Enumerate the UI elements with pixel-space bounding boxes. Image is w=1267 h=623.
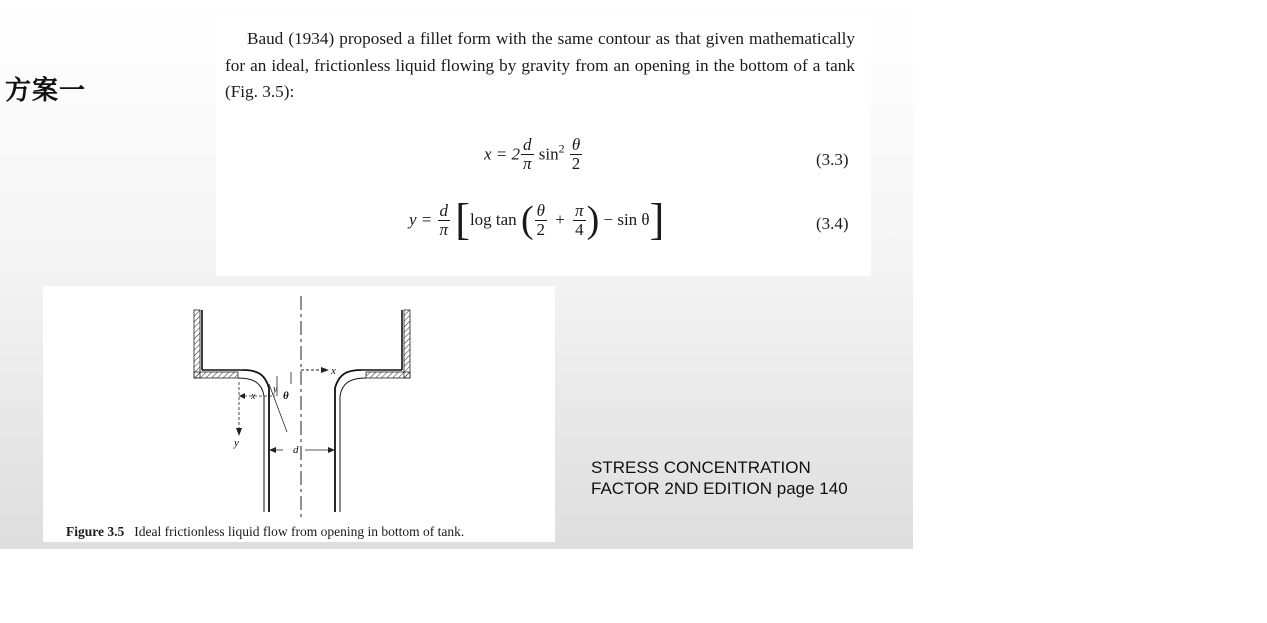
d-dim-arrow-left	[269, 447, 276, 453]
equation-number-3-3: (3.3)	[816, 150, 849, 169]
right-wall-hatch	[404, 310, 410, 378]
paragraph-text: Baud (1934) proposed a fillet form with the same contour as that given mathematically for an ideal, frictionless liquid flowing by gravity from an opening in the bottom of a tank (Fig. 3.5):	[225, 29, 855, 101]
right-fillet-contour	[335, 370, 361, 512]
eq2-right-paren: )	[586, 199, 600, 241]
source-line-1: STRESS CONCENTRATION	[591, 458, 811, 477]
slide-heading: 方案一	[5, 76, 87, 106]
equation-3-4	[409, 195, 665, 244]
eq2-plus: +	[555, 210, 565, 229]
eq2-left-bracket: [	[455, 195, 470, 244]
label-d: d	[293, 444, 299, 456]
eq2-lhs: y =	[409, 210, 433, 229]
label-x-dim: x	[251, 391, 256, 402]
text-excerpt	[216, 18, 871, 276]
left-fillet-contour	[243, 370, 269, 512]
left-wall-hatch	[194, 310, 200, 378]
label-y-dim: y	[273, 384, 278, 395]
left-bottom-hatch	[194, 372, 238, 378]
label-theta: θ	[283, 390, 289, 402]
d-dim-arrow-right	[328, 447, 335, 453]
eq1-power: 2	[558, 141, 565, 156]
label-y-axis: y	[234, 437, 239, 449]
eq1-fraction-d-pi: $\frac{d}{\pi}$	[523, 135, 532, 173]
tank-figure	[43, 286, 555, 542]
caption-text: Ideal frictionless liquid flow from opening in bottom of tank.	[134, 524, 465, 539]
y-axis-arrowhead	[236, 428, 242, 436]
source-note	[591, 457, 848, 499]
source-line-2: FACTOR 2ND EDITION page 140	[591, 479, 848, 498]
x-axis-arrowhead	[321, 367, 329, 373]
tank-diagram	[43, 286, 555, 542]
right-fillet-inner	[340, 378, 366, 512]
eq2-fraction-pi-4: $\frac{\pi}{4}$	[575, 200, 584, 239]
eq2-tail: − sin θ	[603, 210, 650, 229]
eq1-fraction-theta-2: $\frac{\theta}{2}$	[571, 135, 581, 173]
x-dim-arrow	[239, 393, 245, 399]
right-bottom-hatch	[366, 372, 410, 378]
eq2-logtan: log tan	[469, 210, 517, 229]
equation-number-3-4: (3.4)	[816, 214, 849, 233]
caption-label: Figure 3.5	[66, 524, 125, 539]
eq2-right-bracket: ]	[649, 195, 665, 244]
eq2-left-paren: (	[520, 199, 534, 241]
eq1-sin: sin	[538, 144, 559, 164]
eq1-lhs: x = 2	[484, 144, 521, 164]
figure-caption	[66, 524, 464, 540]
equation-3-3	[484, 136, 583, 173]
label-x-axis: x	[331, 365, 336, 377]
eq2-fraction-theta-2: $\frac{\theta}{2}$	[536, 200, 546, 239]
eq2-fraction-d-pi: $\frac{d}{\pi}$	[439, 200, 449, 239]
excerpt-paragraph	[225, 26, 855, 106]
